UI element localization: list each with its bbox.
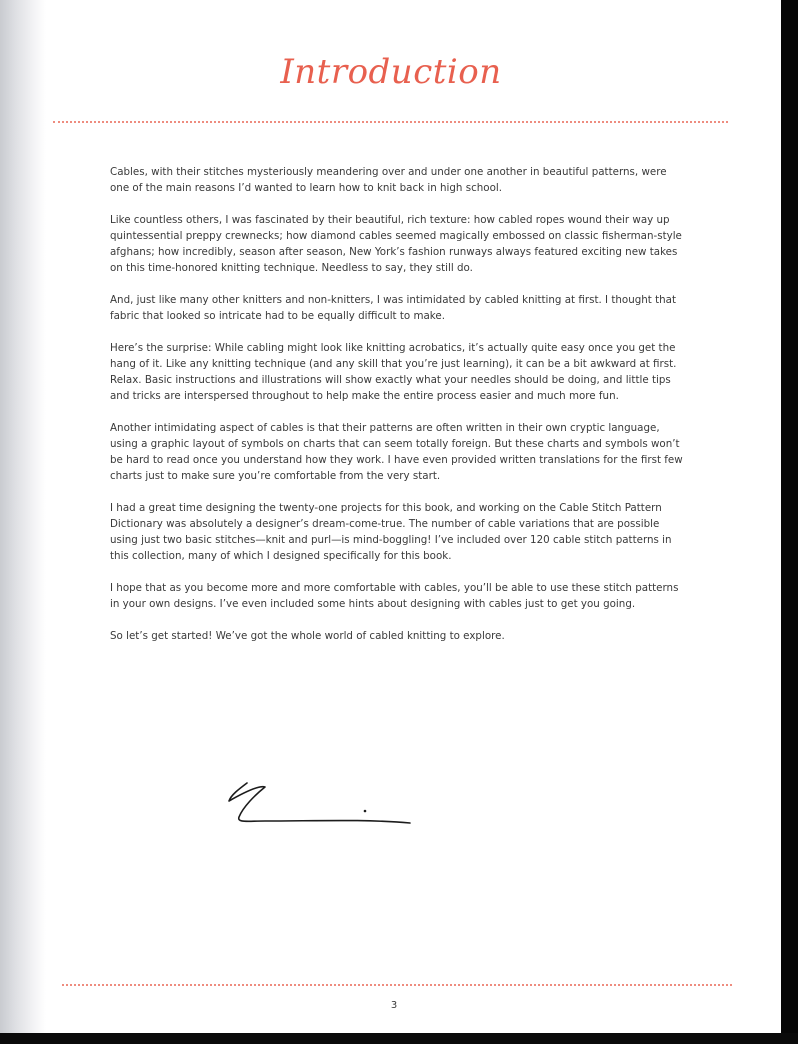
paragraph: I hope that as you become more and more comfortable with cables, you’ll be able to use these stitch patterns in your own designs. I’ve even included some hints about designing with cables just to get you going.: [110, 582, 679, 610]
paragraph: And, just like many other knitters and non-knitters, I was intimidated by cabled knitting at first. I thought that fabric that looked so intricate had to be equally difficult to make.: [110, 294, 677, 322]
page-number: 3: [390, 1000, 398, 1011]
bottom-dotted-divider: [62, 984, 732, 986]
paragraph: I had a great time designing the twenty-one projects for this book, and working on the Cable Stitch Pattern Dictionary was absolutely a designer’s dream-come-true. The number of cable variations that are possible using just two basic stitches—knit and purl—is mind-boggling! I’ve included over 120 cable stitch patterns in this collection, many of which I designed specifically for this book.: [110, 502, 672, 562]
page-title: Introduction: [280, 52, 502, 92]
paragraph: Like countless others, I was fascinated by their beautiful, rich texture: how cabled ropes wound their way up quintessential preppy crewnecks; how diamond cables seemed magically embossed on classic fisherman-style afghans; how incredibly, season after season, New York’s fashion runways always featured exciting new takes on this time-honored knitting technique. Needless to say, they still do.: [110, 214, 682, 274]
paragraph: Here’s the surprise: While cabling might look like knitting acrobatics, it’s actually quite easy once you get the hang of it. Like any knitting technique (and any skill that you’re just learning), it can be a bit awkward at first. Relax. Basic instructions and illustrations will show exactly what your needles should be doing, and little tips and tricks are interspersed throughout to help make the entire process easier and much more fun.: [110, 342, 677, 402]
paragraph: So let’s get started! We’ve got the whole world of cabled knitting to explore.: [110, 630, 505, 642]
paragraph: Cables, with their stitches mysteriously meandering over and under one another in beautiful patterns, were one of the main reasons I’d wanted to learn how to knit back in high school.: [110, 166, 667, 194]
top-dotted-divider: [53, 121, 728, 123]
body-text: [110, 164, 686, 660]
page-binding-shadow: [0, 0, 46, 1044]
page-bottom-edge: [0, 1033, 798, 1044]
handwritten-signature: [225, 775, 415, 835]
paragraph: Another intimidating aspect of cables is that their patterns are often written in their own cryptic language, using a graphic layout of symbols on charts that can seem totally foreign. But these charts and symbols won’t be hard to read once you understand how they work. I have even provided written translations for the first few charts just to make sure you’re comfortable from the very start.: [110, 422, 683, 482]
page-right-edge: [781, 0, 798, 1044]
